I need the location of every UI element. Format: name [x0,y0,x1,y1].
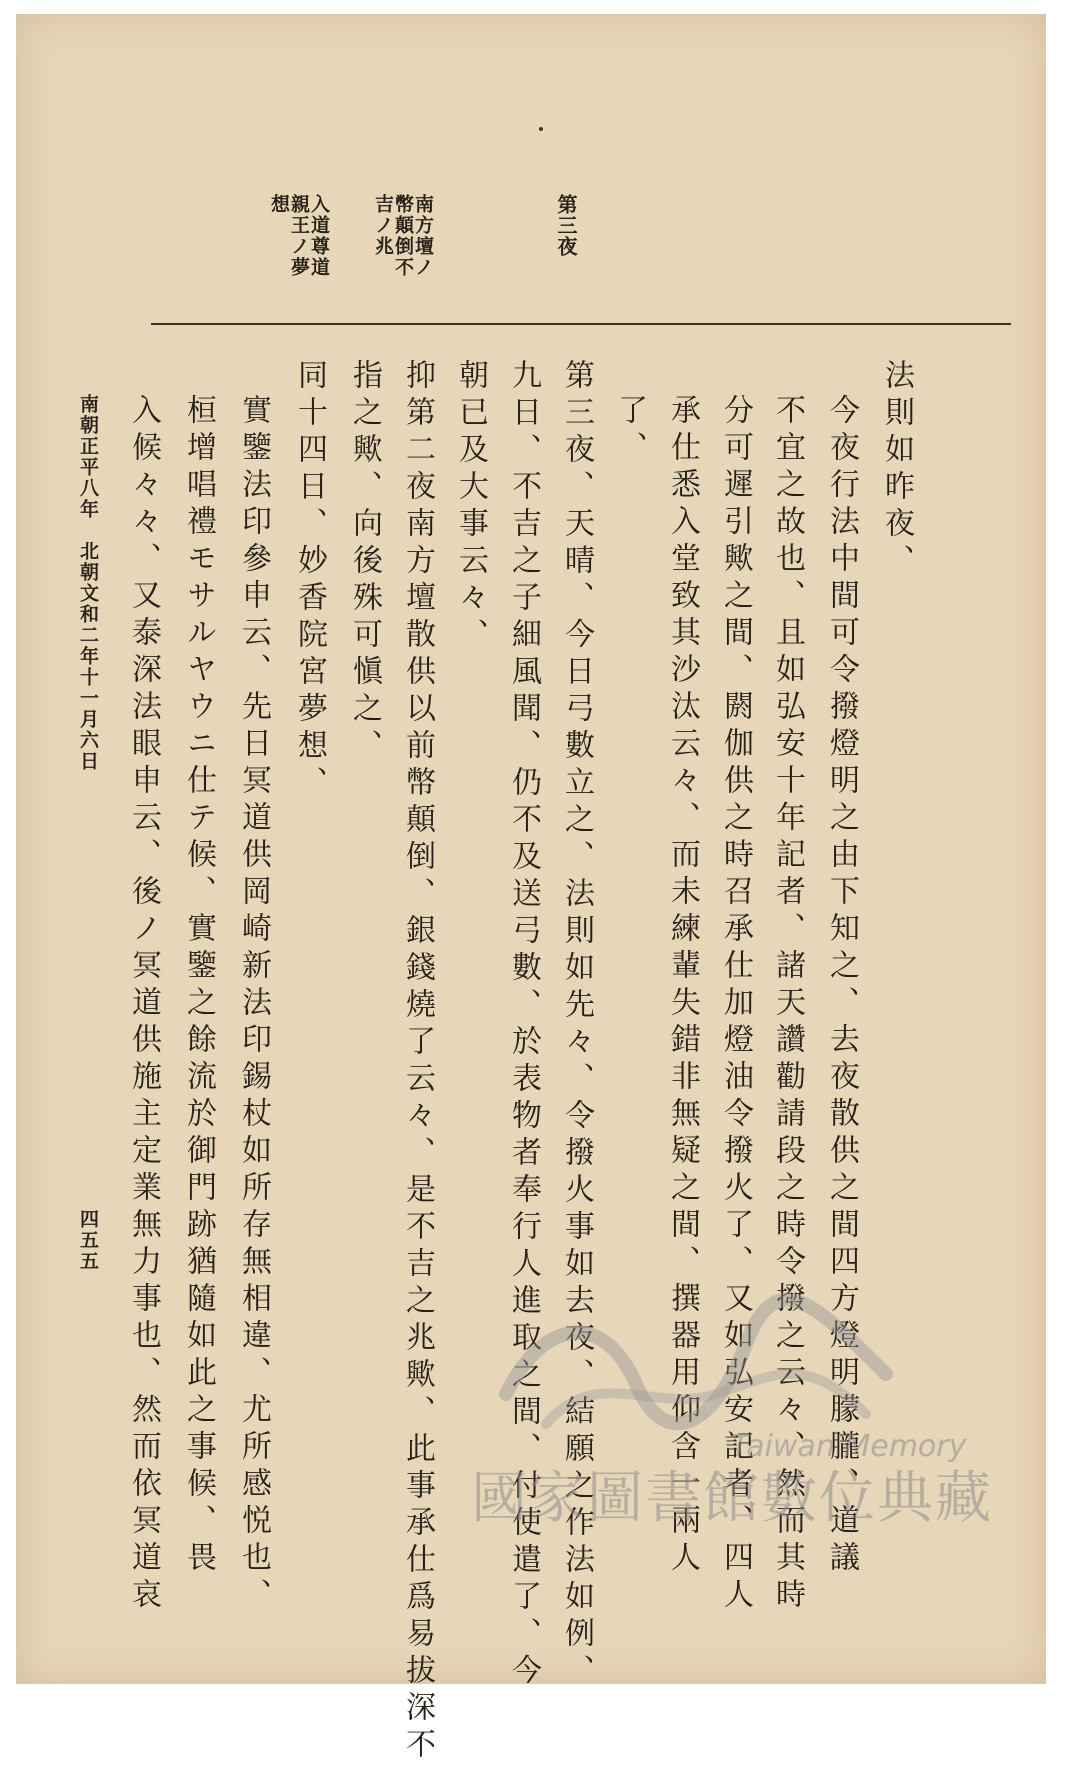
text-column: 分可遲引歟之間、閼伽供之時召承仕加燈油令撥火了、又如弘安記者、四人 [718,394,753,1615]
text-column: 法則如昨夜、 [879,359,914,581]
text-column: 不宜之故也、且如弘安十年記者、諸天讚勸請段之時令撥之云々、然而其時 [770,394,805,1615]
header-note: 入道尊道 [308,194,330,278]
text-column: 指之歟、向後殊可愼之、 [347,359,382,766]
page-number: 四五五 [77,1209,99,1272]
text-column: 入候々々、又泰深法眼申云、後ノ冥道供施主定業無力事也、然而依冥道哀 [126,394,161,1615]
header-note: 吉ノ兆 [372,194,394,257]
watermark-brand: Taiwan Memory [731,1429,967,1464]
text-column: 同十四日、妙香院宮夢想、 [292,359,327,803]
header-note: 南方壇ノ [412,194,434,278]
text-column: 了、 [612,394,647,468]
header-rule [151,323,1011,325]
header-note: 想 [268,194,290,215]
text-column: 九日、不吉之子細風聞、仍不及送弓數、於表物者奉行人進取之間、付使遣了、今 [506,359,541,1691]
header-note: 幣顛倒不 [392,194,414,278]
speck-mark [539,127,543,131]
text-column: 今夜行法中間可令撥燈明之由下知之、去夜散供之間四方燈明朦朧、道議 [824,394,859,1578]
watermark-library: 國家圖書館數位典藏 [471,1466,993,1531]
text-column: 抑第二夜南方壇散供以前幣顛倒、銀錢燒了云々、是不吉之兆歟、此事承仕爲易拔深不 [400,359,435,1765]
taiwan-memory-logo-icon [486,1274,906,1444]
text-column: 朝已及大事云々、 [453,359,488,655]
text-column: 桓增唱禮モサルヤウニ仕テ候、實鑒之餘流於御門跡猶隨如此之事候、畏 [181,394,216,1578]
scanned-page [16,14,1046,1765]
text-column: 承仕悉入堂致其沙汰云々、而未練輩失錯非無疑之間、撰器用仰含一兩人 [665,394,700,1578]
text-column: 第三夜、天晴、今日弓數立之、法則如先々、令撥火事如去夜、結願之作法如例、 [559,359,594,1691]
header-note: 親王ノ夢 [288,194,310,278]
page-date: 南朝正平八年 北朝文和二年十一月六日 [77,394,99,772]
text-column: 實鑒法印參申云、先日冥道供岡崎新法印錫杖如所存無相違、尤所感悦也、 [236,394,271,1615]
chapter-heading: 第三夜 [554,194,578,257]
